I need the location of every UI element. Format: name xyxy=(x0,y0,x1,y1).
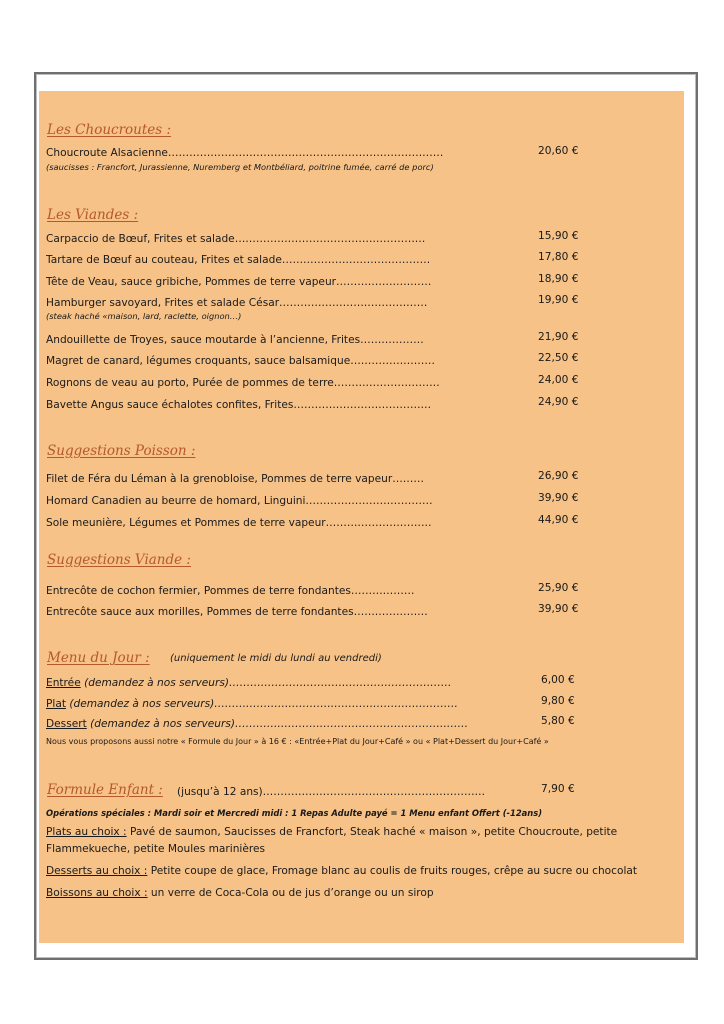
item-price: 21,90 € xyxy=(538,331,579,343)
menu-detail: (demandez à nos serveurs)……………………………………………………… xyxy=(80,677,452,689)
item-name: Bavette Angus sauce échalotes confites, Frites………………………………… xyxy=(46,399,432,411)
item-note: (steak haché «maison, lard, raclette, oignon…) xyxy=(46,311,242,321)
formule-enfant-age: (jusqu’à 12 ans)……………………………………………………… xyxy=(177,786,486,798)
item-name: Carpaccio de Bœuf, Frites et salade……………………………………………… xyxy=(46,233,426,245)
section-title-menu-du-jour: Menu du Jour : xyxy=(47,650,150,666)
item-price: 20,60 € xyxy=(538,145,579,157)
menu-label: Entrée xyxy=(46,677,81,689)
item-name: Tartare de Bœuf au couteau, Frites et salade…………………………………… xyxy=(46,254,431,266)
item-name: Filet de Féra du Léman à la grenobloise, Pommes de terre vapeur……… xyxy=(46,473,424,485)
desserts-au-choix xyxy=(46,864,637,878)
item-name: Entrecôte sauce aux morilles, Pommes de terre fondantes………………… xyxy=(46,606,428,618)
item-name: Andouillette de Troyes, sauce moutarde à l’ancienne, Frites……………… xyxy=(46,334,424,346)
menu-label: Plat xyxy=(46,698,66,710)
item-price: 25,90 € xyxy=(538,582,579,594)
menu-row-dessert xyxy=(46,717,468,731)
item-name: Sole meunière, Légumes et Pommes de terre vapeur………………………… xyxy=(46,517,432,529)
section-title-viande: Suggestions Viande : xyxy=(47,552,191,568)
item-price: 24,00 € xyxy=(538,374,579,386)
item-price: 19,90 € xyxy=(538,294,579,306)
plats-au-choix-cont: Flammekueche, petite Moules marinières xyxy=(46,843,266,855)
section-title-poisson: Suggestions Poisson : xyxy=(47,443,196,459)
item-name: Tête de Veau, sauce gribiche, Pommes de terre vapeur……………………… xyxy=(46,276,432,288)
menu-row-plat xyxy=(46,697,458,711)
plats-au-choix xyxy=(46,825,617,839)
item-price: 9,80 € xyxy=(541,695,575,707)
item-price: 22,50 € xyxy=(538,352,579,364)
item-price: 5,80 € xyxy=(541,715,575,727)
plats-label: Plats au choix : xyxy=(46,826,127,838)
desserts-text: Petite coupe de glace, Fromage blanc au coulis de fruits rouges, crêpe au sucre ou chocolat xyxy=(147,865,638,877)
item-note: (saucisses : Francfort, Jurassienne, Nuremberg et Montbéliard, poitrine fumée, carré de porc) xyxy=(46,162,434,172)
operations-speciales: Opérations spéciales : Mardi soir et Mercredi midi : 1 Repas Adulte payé = 1 Menu enfant Offert (-12ans) xyxy=(46,808,543,818)
plats-text: Pavé de saumon, Saucisses de Francfort, Steak haché « maison », petite Choucroute, petite xyxy=(126,826,618,838)
section-title-formule-enfant: Formule Enfant : xyxy=(47,782,163,798)
item-name: Choucroute Alsacienne…………………………………………………………………… xyxy=(46,147,444,159)
section-title-choucroutes: Les Choucroutes : xyxy=(47,122,172,138)
item-price: 7,90 € xyxy=(541,783,575,795)
item-price: 17,80 € xyxy=(538,251,579,263)
item-name: Hamburger savoyard, Frites et salade César…………………………………… xyxy=(46,297,428,309)
menu-label: Dessert xyxy=(46,718,87,730)
menu-detail: (demandez à nos serveurs)…………………………………………………………… xyxy=(65,698,458,710)
item-price: 39,90 € xyxy=(538,603,579,615)
item-price: 6,00 € xyxy=(541,674,575,686)
boissons-label: Boissons au choix : xyxy=(46,887,148,899)
menu-du-jour-formula: Nous vous proposons aussi notre « Formule du Jour » à 16 € : «Entrée+Plat du Jour+Café » ou « Plat+Dessert du Jour+Café » xyxy=(46,737,549,746)
menu-du-jour-subtitle: (uniquement le midi du lundi au vendredi) xyxy=(170,653,382,664)
boissons-au-choix xyxy=(46,886,434,900)
item-price: 26,90 € xyxy=(538,470,579,482)
item-price: 39,90 € xyxy=(538,492,579,504)
item-name: Homard Canadien au beurre de homard, Linguini……………………………… xyxy=(46,495,433,507)
boissons-text: un verre de Coca-Cola ou de jus d’orange ou un sirop xyxy=(147,887,434,899)
item-price: 24,90 € xyxy=(538,396,579,408)
menu-detail: (demandez à nos serveurs)………………………………………………………… xyxy=(86,718,469,730)
section-title-viandes: Les Viandes : xyxy=(47,207,139,223)
item-price: 44,90 € xyxy=(538,514,579,526)
desserts-label: Desserts au choix : xyxy=(46,865,148,877)
item-price: 15,90 € xyxy=(538,230,579,242)
item-name: Entrecôte de cochon fermier, Pommes de terre fondantes……………… xyxy=(46,585,415,597)
menu-row-entree xyxy=(46,676,452,690)
item-price: 18,90 € xyxy=(538,273,579,285)
item-name: Rognons de veau au porto, Purée de pommes de terre………………………… xyxy=(46,377,440,389)
item-name: Magret de canard, légumes croquants, sauce balsamique…………………… xyxy=(46,355,435,367)
